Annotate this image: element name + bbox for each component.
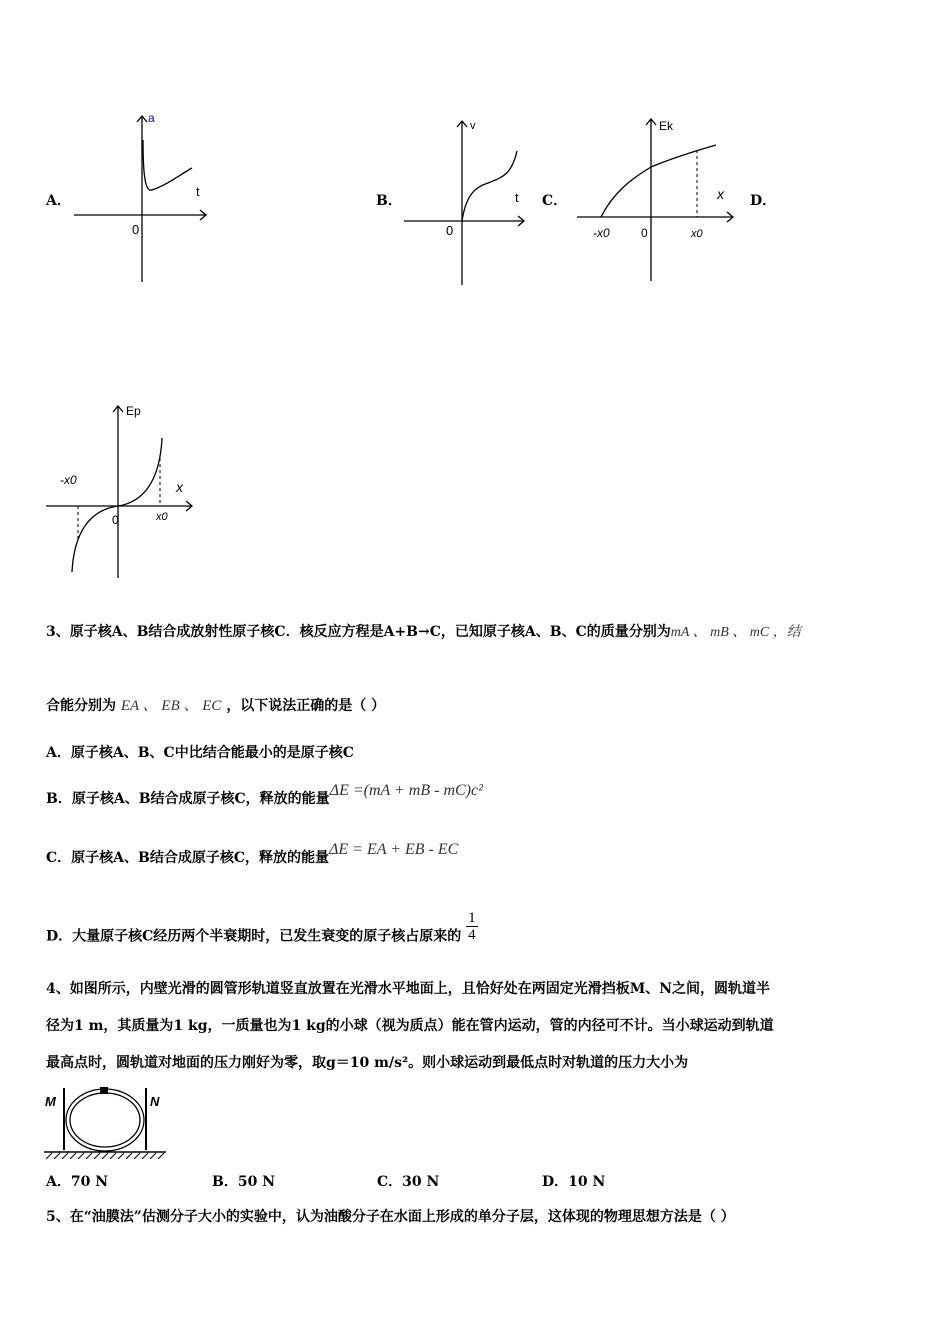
q3-energies: EA 、 EB 、 EC bbox=[120, 698, 222, 714]
graph-a-curve bbox=[143, 140, 192, 190]
graph-b-y-label: v bbox=[470, 120, 476, 132]
q4-stem-line3: 最高点时，圆轨道对地面的压力刚好为零，取g＝10 m/s²。则小球运动到最低点时对轨道的压力大小为 bbox=[46, 1055, 689, 1071]
graph-a bbox=[70, 110, 220, 285]
graph-d-x-label: x bbox=[176, 479, 183, 495]
graph-d-y-label: Ep bbox=[126, 404, 141, 418]
graph-a-origin: 0 bbox=[132, 222, 140, 237]
q3-stem-line2 bbox=[46, 696, 385, 716]
graph-b-label: B． bbox=[376, 193, 402, 209]
q3-option-b-text: B．原子核A、B结合成原子核C，释放的能量 bbox=[46, 791, 330, 807]
q3-option-b-formula: ΔE =(mA + mB - mC)c² bbox=[329, 782, 483, 799]
q3-option-c-formula: ΔE = EA + EB - EC bbox=[328, 841, 459, 858]
q4-option-b: B．50 N bbox=[212, 1174, 275, 1190]
q4-option-c: C．30 N bbox=[377, 1174, 440, 1190]
graph-d-pos-mark: x0 bbox=[156, 511, 168, 523]
graph-c-pos-mark: x0 bbox=[691, 228, 703, 240]
graph-d-curve bbox=[72, 438, 162, 572]
q3-option-d bbox=[46, 910, 478, 953]
graph-b bbox=[400, 115, 530, 287]
graph-a-label: A． bbox=[46, 193, 71, 209]
q3-option-b bbox=[46, 782, 483, 809]
graph-a-x-label: t bbox=[196, 184, 200, 199]
graph-c-label: C． bbox=[542, 193, 568, 209]
q3-stem-text: 3、原子核A、B结合成放射性原子核C．核反应方程是A+B→C，已知原子核A、B、C的质量分别为 bbox=[46, 624, 671, 640]
graph-c-x-label: x bbox=[717, 186, 724, 202]
q3-option-c bbox=[46, 841, 459, 868]
graph-b-curve bbox=[462, 151, 517, 221]
q4-label-m: M bbox=[45, 1094, 56, 1109]
q4-option-d: D．10 N bbox=[542, 1174, 606, 1190]
graph-c-origin: 0 bbox=[641, 226, 648, 240]
graph-d-label: D． bbox=[750, 193, 777, 209]
q3-option-d-text: D．大量原子核C经历两个半衰期时，已发生衰变的原子核占原来的 bbox=[46, 928, 462, 945]
graph-b-origin: 0 bbox=[446, 223, 454, 238]
graph-c-neg-mark: -x0 bbox=[593, 226, 610, 240]
fraction-numerator: 1 bbox=[468, 910, 476, 926]
q3-line2-prefix: 合能分别为 bbox=[46, 698, 116, 714]
graph-c bbox=[575, 113, 740, 283]
fraction-one-quarter bbox=[466, 910, 478, 943]
q5-stem: 5、在“油膜法”估测分子大小的实验中，认为油酸分子在水面上形成的单分子层，这体现的物理思想方法是（ ） bbox=[46, 1209, 735, 1225]
q4-label-n: N bbox=[150, 1094, 160, 1109]
q4-stem-line1: 4、如图所示，内壁光滑的圆管形轨道竖直放置在光滑水平地面上，且恰好处在两固定光滑挡板M、N之间，圆轨道半 bbox=[46, 981, 771, 997]
q3-option-a: A．原子核A、B、C中比结合能最小的是原子核C bbox=[46, 745, 354, 761]
q3-option-c-text: C．原子核A、B结合成原子核C，释放的能量 bbox=[46, 850, 329, 866]
graph-d bbox=[40, 400, 200, 580]
graph-d-neg-mark: -x0 bbox=[60, 473, 77, 487]
fraction-denominator: 4 bbox=[468, 927, 476, 943]
q3-line2-suffix: ，以下说法正确的是（ ） bbox=[226, 698, 386, 714]
q4-stem-line2: 径为1 m，其质量为1 kg，一质量也为1 kg的小球（视为质点）能在管内运动，管的内径可不计。当小球运动到轨道 bbox=[46, 1018, 774, 1034]
q3-masses: mA 、 mB 、 mC ，结 bbox=[670, 625, 801, 640]
q4-ball bbox=[100, 1087, 108, 1094]
graph-a-y-label: a bbox=[148, 111, 155, 125]
q4-figure-circular-track bbox=[42, 1084, 170, 1164]
graph-d-origin: 0 bbox=[112, 513, 119, 527]
graph-c-y-label: Ek bbox=[659, 119, 674, 133]
q3-stem-line1 bbox=[46, 622, 801, 643]
graph-b-x-label: t bbox=[515, 190, 519, 205]
graph-c-curve bbox=[601, 145, 716, 217]
q4-option-a: A．70 N bbox=[46, 1174, 109, 1190]
